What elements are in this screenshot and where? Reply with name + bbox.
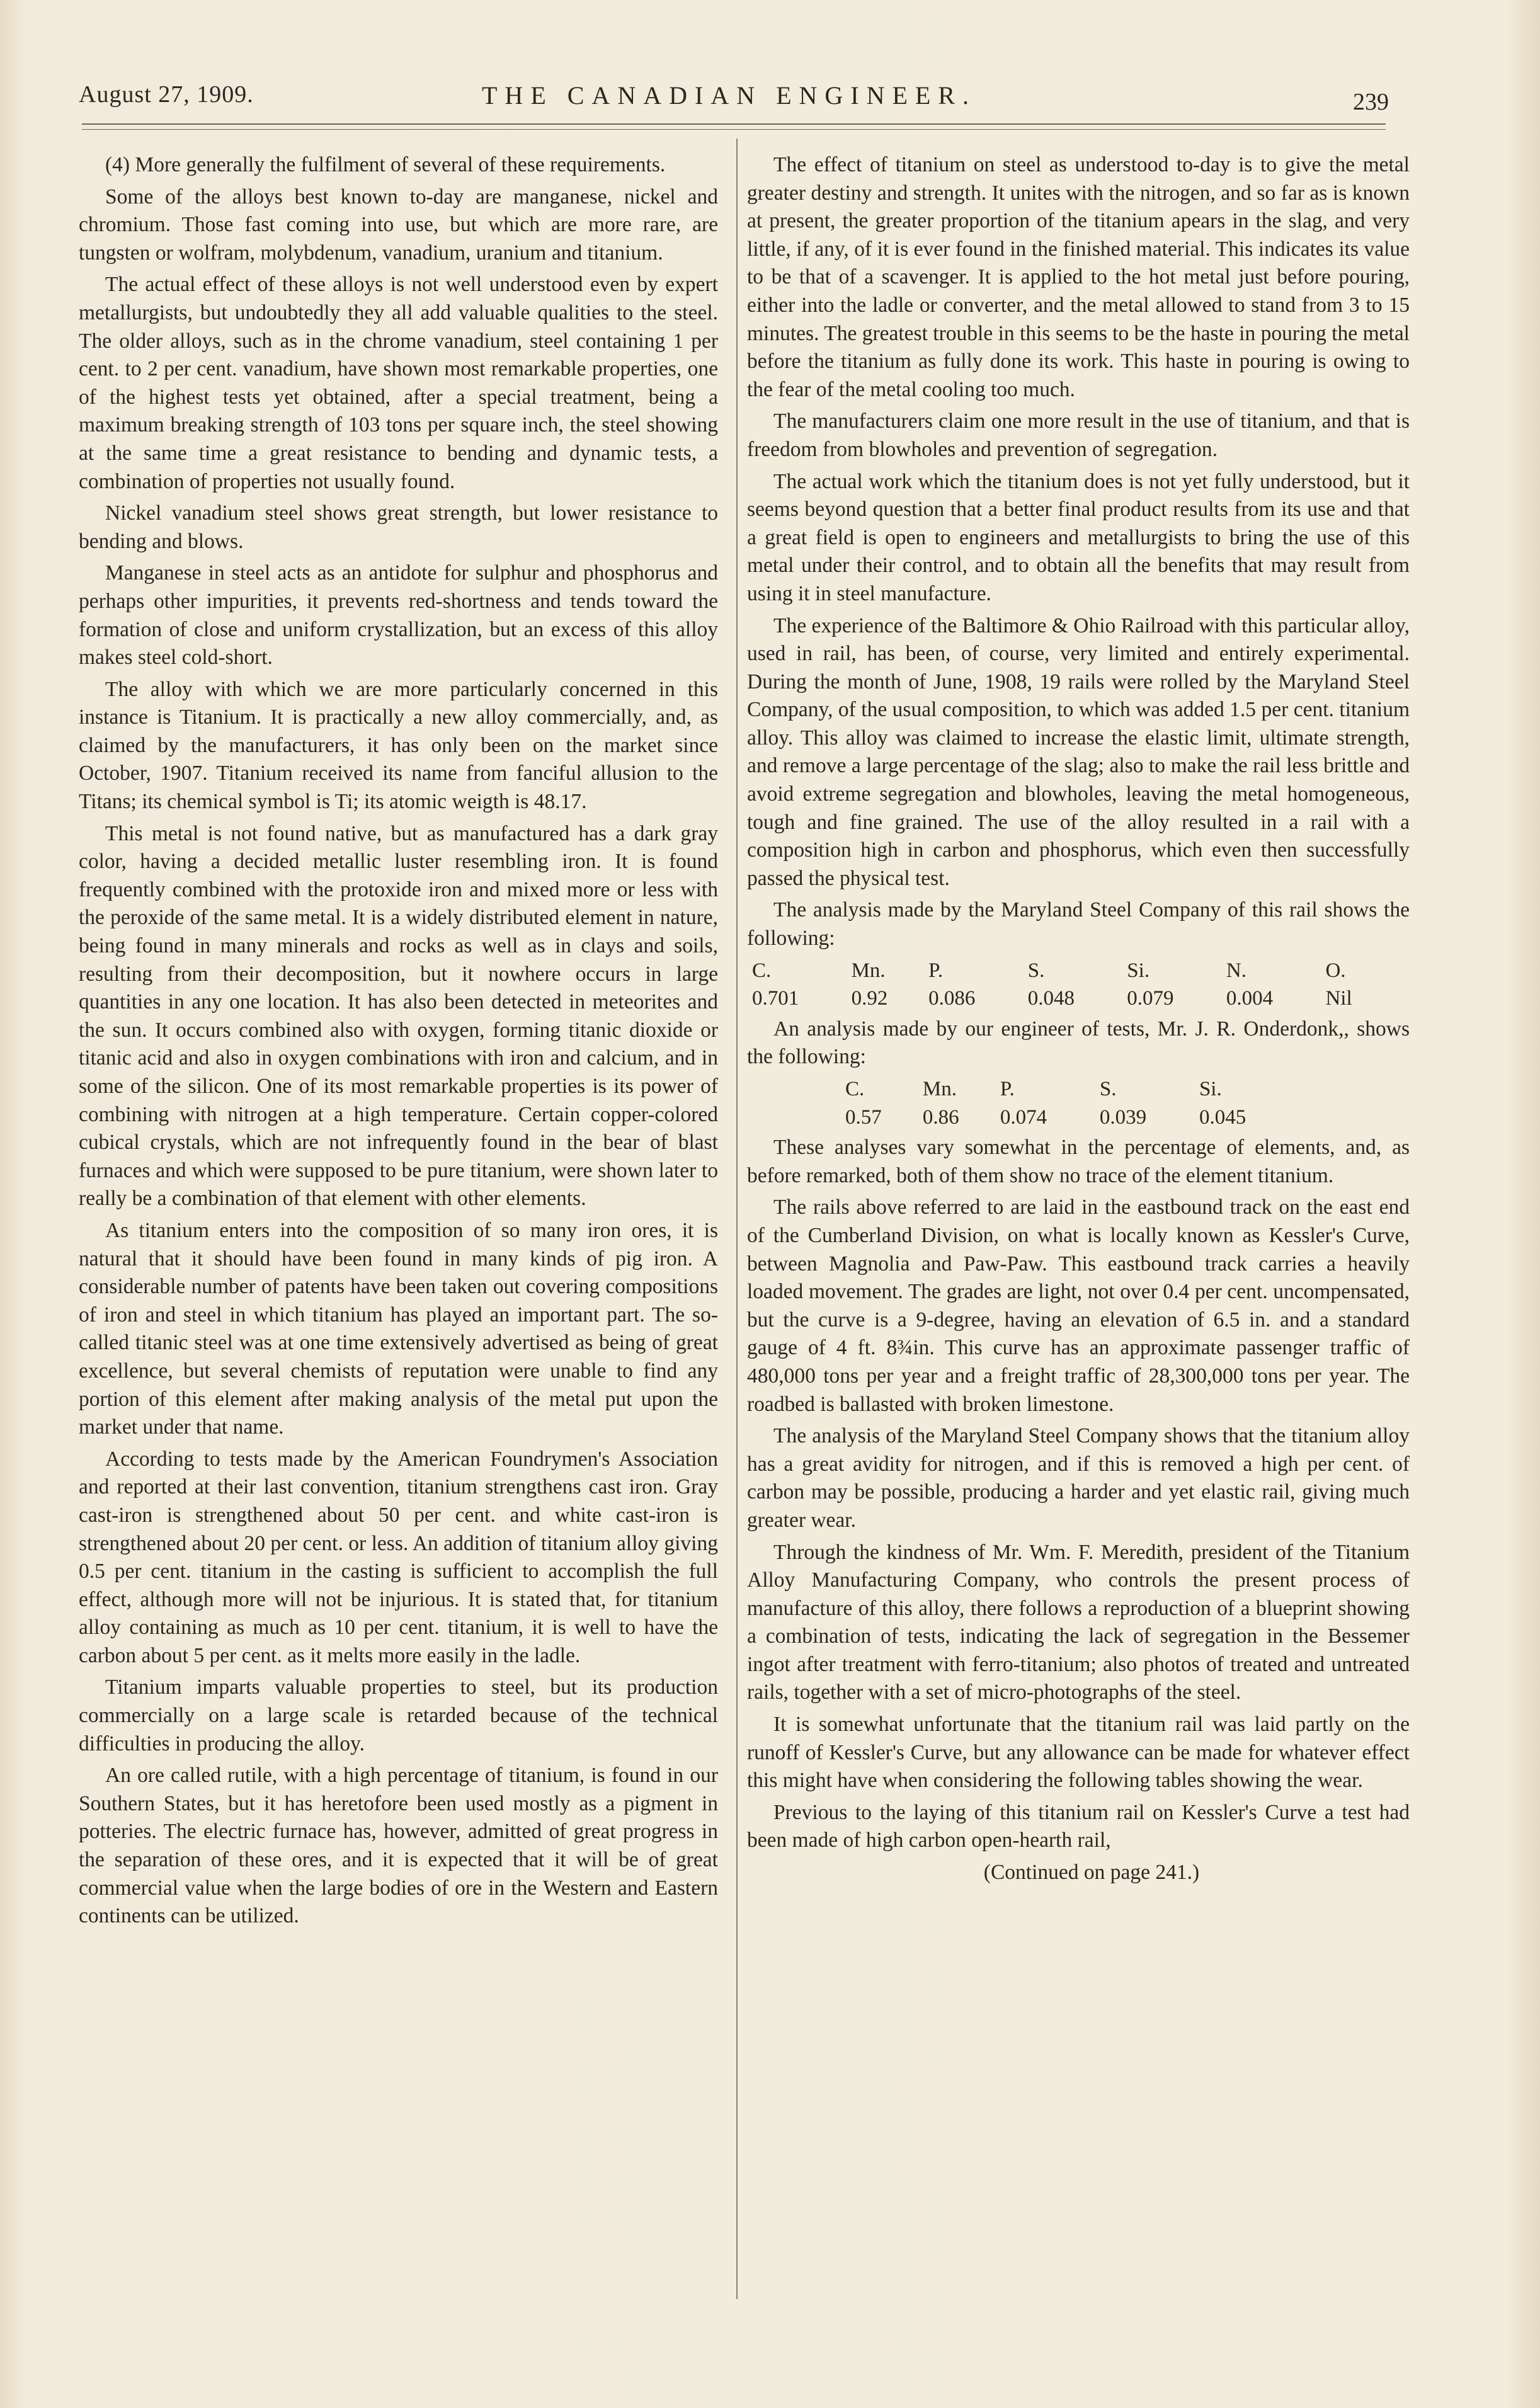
column-header: P. [1000,1078,1015,1100]
table-cell: 0.048 [1027,987,1075,1010]
paragraph: These analyses vary somewhat in the percentage of elements, and, as before remarked, both of them show no trace of the element titanium. [747,1136,1410,1187]
column-header: S. [1099,1078,1117,1100]
issue-date: August 27, 1909. [79,81,254,108]
left-column [79,151,718,1934]
paragraph: The actual work which the titanium does is not yet fully understood, but it seems beyond question that a better final product results from its use and that a great field is open to engineers and metallurgists to bring the use of this metal under their control, and to obtain all the benefits that may result from using it in steel manufacture. [747,469,1410,605]
paragraph: The effect of titanium on steel as understood to-day is to give the metal greater destiny and strength. It unites with the nitrogen, and so far as is known at present, the greater proportion of the titanium apears in the slag, and very little, if any, of it is ever found in the finished material. This indicates its value to be that of a scavenger. It is applied to the hot metal just before pouring, either into the ladle or converter, and the metal allowed to stand from 3 to 15 minutes. The greatest trouble in this seems to be the haste in pouring the metal before the titanium as fully done its work. This haste in pouring is owing to the fear of the metal cooling too much. [747,153,1410,401]
table-cell: 0.701 [752,987,799,1010]
paragraph: The manufacturers claim one more result in the use of titanium, and that is freedom from blowholes and prevention of segregation. [747,409,1410,461]
continuation-note: (Continued on page 241.) [983,1861,1200,1885]
paragraph: Manganese in steel acts as an antidote for sulphur and phosphorus and perhaps other impurities, it prevents red-shortness and tends toward the formation of close and uniform crystallization, but an excess of this alloy makes steel cold-short. [79,561,718,670]
paragraph: Previous to the laying of this titanium rail on Kessler's Curve a test had been made of high carbon open-hearth rail, [747,1800,1410,1852]
table-row [752,984,1382,1013]
journal-title: THE CANADIAN ENGINEER. [482,81,977,110]
paragraph: Some of the alloys best known to-day are manganese, nickel and chromium. Those fast coming into use, but which are more rare, are tungsten or wolfram, molybdenum, vanadium, uranium and titanium. [79,185,718,265]
running-header [79,81,1389,118]
paragraph: The analysis made by the Maryland Steel Company of this rail shows the following: [747,898,1410,950]
paragraph: According to tests made by the American Foundrymen's Association and reported at their last convention, titanium strengthens cast iron. Gray cast-iron is strengthened about 50 per cent. and white cast-iron is strengthened about 20 per cent. or less. An addition of titanium alloy giving 0.5 per cent. titanium in the casting is sufficient to accomplish the full effect, although more will not be injurious. It is stated that, for titanium alloy containing as much as 10 per cent. titanium, it is well to have the carbon about 5 per cent. as it melts more easily in the ladle. [79,1447,718,1667]
column-header: Si. [1199,1078,1222,1100]
column-header: N. [1226,959,1246,982]
table-cell: 0.86 [922,1105,959,1129]
table-cell: Nil [1325,987,1352,1010]
column-header: C. [845,1078,865,1100]
paragraph: An analysis made by our engineer of tests, Mr. J. R. Onderdonk,, shows the following: [747,1017,1410,1069]
table-cell: 0.086 [928,987,976,1010]
column-header: P. [928,959,944,982]
column-header: Mn. [851,959,886,982]
column-header: S. [1027,959,1045,982]
page-number: 239 [1353,89,1389,115]
paragraph: As titanium enters into the composition of so many iron ores, it is natural that it should have been found in many kinds of pig iron. A considerable number of patents have been taken out covering compositions of iron and steel in which titanium has played an important part. The so-called titanic steel was at one time extensively advertised as being of great excellence, but several chemists of reputation were unable to find any portion of this element after making analysis of the metal put upon the market under that name. [79,1218,718,1439]
column-header: Mn. [922,1078,957,1100]
paragraph: This metal is not found native, but as manufactured has a dark gray color, having a decided metallic luster resembling iron. It is found frequently combined with the protoxide iron and mixed more or less with the peroxide of the same metal. It is a widely distributed element in nature, being found in many minerals and rocks as well as in clays and soils, resulting from their decomposition, but it nowhere occurs in large quantities in any one location. It has also been detected in meteorites and the sun. It occurs combined also with oxygen, forming titanic dioxide or titanic acid and also in oxygen combinations with iron and calcium, and in some of the silicon. One of its most remarkable properties is its power of combining with nitrogen at a high temperature. Certain copper-colored cubical crystals, which are not infrequently found in the bear of blast furnaces and which were supposed to be pure titanium, were shown later to really be a combination of that element with other elements. [79,821,718,1211]
table-header-row [752,957,1382,985]
table-header-row [845,1075,1299,1104]
table-cell: 0.045 [1199,1105,1246,1129]
header-rule-thin [82,129,1386,130]
paragraph: The rails above referred to are laid in the eastbound track on the east end of the Cumberland Division, on what is locally known as Kessler's Curve, between Magnolia and Paw-Paw. This eastbound track carries a heavily loaded movement. The grades are light, not over 0.4 per cent. uncompensated, but the curve is a 9-degree, having an elevation of 6.5 in. and a standard gauge of 4 ft. 8¾in. This curve has an approximate passenger traffic of 480,000 tons per year and a freight traffic of 28,300,000 tons per year. The roadbed is ballasted with broken limestone. [747,1195,1410,1416]
onderdonk-analysis-table [845,1075,1299,1131]
paragraph: Titanium imparts valuable properties to steel, but its production commercially on a large scale is retarded because of the technical difficulties in producing the alloy. [79,1675,718,1755]
table-cell: 0.039 [1099,1105,1147,1129]
paragraph: The experience of the Baltimore & Ohio Railroad with this particular alloy, used in rail, has been, of course, very limited and entirely experimental. During the month of June, 1908, 19 rails were rolled by the Maryland Steel Company, of the usual composition, to which was added 1.5 per cent. titanium alloy. This alloy was claimed to increase the elastic limit, ultimate strength, and remove a large percentage of the slag; also to make the rail less brittle and avoid extreme segregation and blowholes, leaving the metal homogeneous, tough and fine grained. The use of the alloy resulted in a rail with a composition high in carbon and phosphorus, which even then successfully passed the physical test. [747,613,1410,890]
column-divider [736,139,738,2299]
column-header: O. [1325,959,1346,982]
paragraph: Nickel vanadium steel shows great strength, but lower resistance to bending and blows. [79,501,718,553]
table-cell: 0.079 [1127,987,1174,1010]
column-header: C. [752,959,772,982]
paragraph: The analysis of the Maryland Steel Company shows that the titanium alloy has a great avidity for nitrogen, and if this is removed a high per cent. of carbon may be possible, producing a harder and yet elastic rail, giving much greater wear. [747,1424,1410,1532]
paragraph: The actual effect of these alloys is not well understood even by expert metallurgists, but undoubtedly they all add valuable qualities to the steel. The older alloys, such as in the chrome vanadium, steel containing 1 per cent. to 2 per cent. vanadium, have shown most remarkable properties, one of the highest tests yet obtained, after a special treatment, being a maximum breaking strength of 103 tons per square inch, the steel showing at the same time a great resistance to bending and dynamic tests, a combination of properties not usually found. [79,273,718,493]
table-cell: 0.074 [1000,1105,1047,1129]
table-cell: 0.57 [845,1105,882,1129]
paragraph: It is somewhat unfortunate that the titanium rail was laid partly on the runoff of Kessler's Curve, but any allowance can be made for whatever effect this might have when considering the following tables showing the wear. [747,1713,1410,1793]
maryland-analysis-table [752,957,1382,1013]
table-cell: 0.004 [1226,987,1274,1010]
column-header: Si. [1127,959,1150,982]
paragraph: (4) More generally the fulfilment of several of these requirements. [105,153,666,176]
paragraph: An ore called rutile, with a high percentage of titanium, is found in our Southern States, but it has heretofore been used mostly as a pigment in potteries. The electric furnace has, however, admitted of great progress in the separation of these ores, and it is expected that it will be of great commercial value when the large bodies of ore in the Western and Eastern continents can be utilized. [79,1764,718,1928]
paragraph: Through the kindness of Mr. Wm. F. Meredith, president of the Titanium Alloy Manufacturing Company, who controls the present process of manufacture of this alloy, there follows a reproduction of a blueprint showing a combination of tests, indicating the lack of segregation in the Bessemer ingot after treatment with ferro-titanium; also photos of treated and untreated rails, together with a set of micro-photographs of the steel. [747,1540,1410,1704]
paragraph: The alloy with which we are more particularly concerned in this instance is Titanium. It is practically a new alloy commercially, and, as claimed by the manufacturers, it has only been on the market since October, 1907. Titanium received its name from fanciful allusion to the Titans; its chemical symbol is Ti; its atomic weigth is 48.17. [79,677,718,814]
table-row [845,1104,1299,1132]
header-rule [82,123,1386,125]
table-cell: 0.92 [851,987,888,1010]
right-column [747,151,1410,1891]
